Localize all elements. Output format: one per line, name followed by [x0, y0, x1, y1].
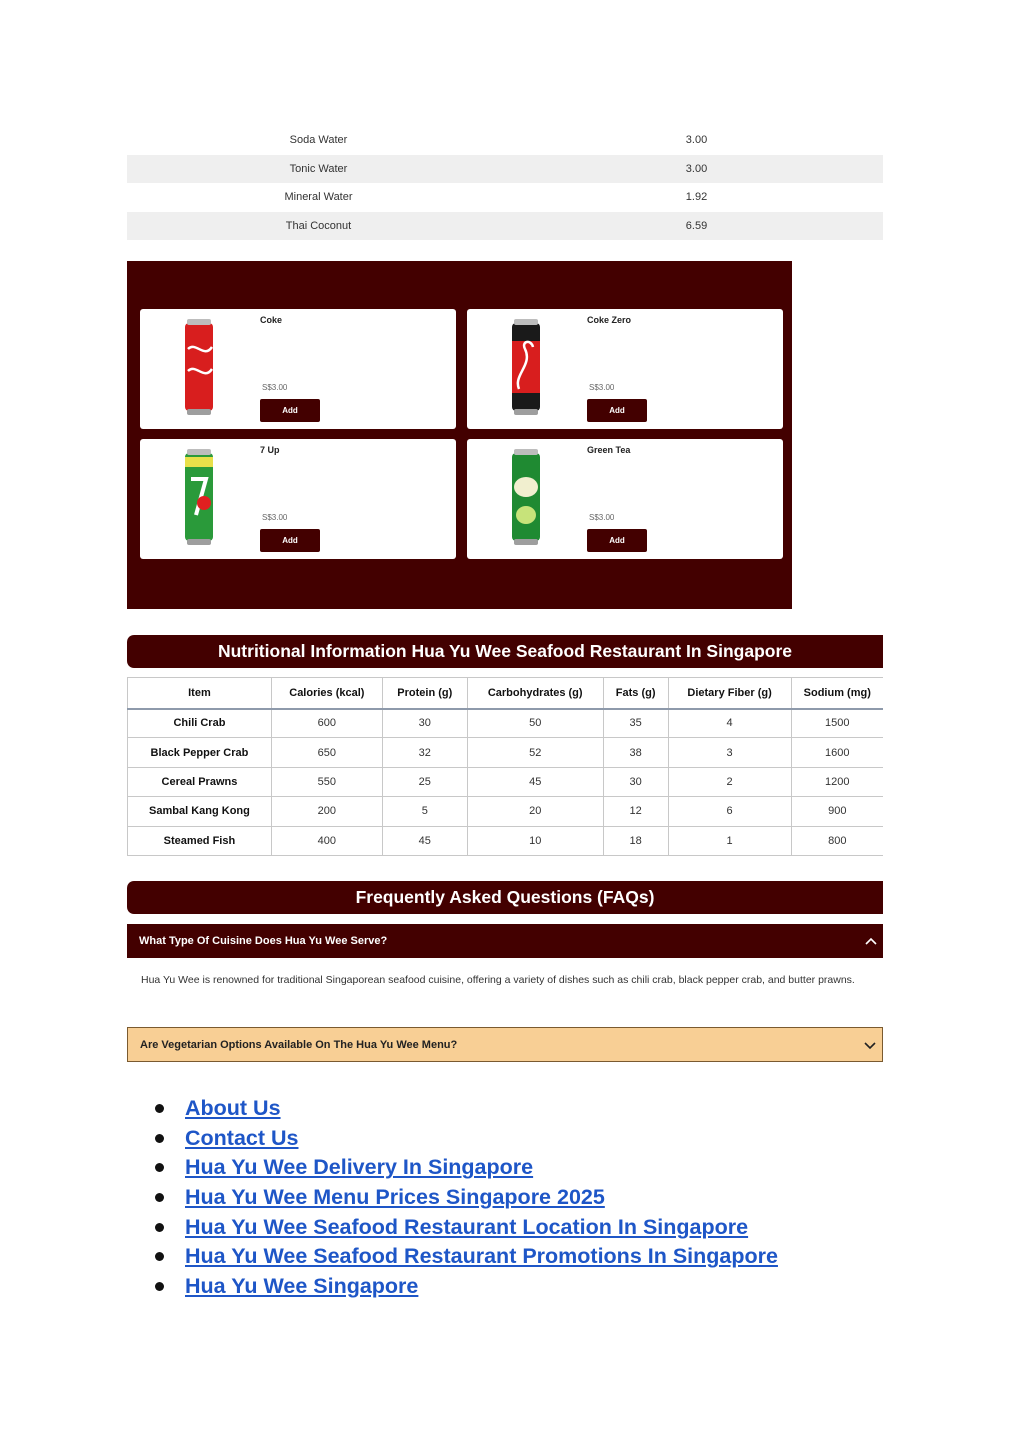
link-promotions[interactable]: Hua Yu Wee Seafood Restaurant Promotions In Singapore: [185, 1244, 778, 1269]
price-item-value: 3.00: [685, 134, 708, 147]
table-cell: 1500: [791, 709, 883, 738]
drink-price: S$3.00: [589, 513, 615, 522]
table-cell: Sambal Kang Kong: [128, 797, 272, 826]
table-row: [127, 155, 883, 184]
add-7up-button[interactable]: Add: [260, 529, 320, 552]
table-cell: 30: [382, 709, 467, 738]
column-header: Fats (g): [603, 678, 668, 709]
table-cell: 6: [668, 797, 791, 826]
table-cell: 5: [382, 797, 467, 826]
table-cell: 50: [467, 709, 603, 738]
drink-card-green-tea: [467, 439, 783, 559]
price-item-name: Soda Water: [289, 134, 348, 147]
add-coke-button[interactable]: Add: [260, 399, 320, 422]
table-cell: 2: [668, 767, 791, 796]
table-cell: 600: [271, 709, 382, 738]
bullet-icon: [155, 1223, 164, 1232]
faq-question-vegetarian[interactable]: [127, 1027, 883, 1062]
table-row: [128, 738, 884, 767]
chevron-down-icon: [863, 1038, 877, 1052]
column-header: Sodium (mg): [791, 678, 883, 709]
table-cell: 1200: [791, 767, 883, 796]
drink-card-coke: [140, 309, 456, 429]
list-item: [155, 1153, 778, 1183]
price-item-value: 3.00: [510, 155, 883, 184]
table-row: [128, 826, 884, 855]
price-item-value: 1.92: [685, 191, 708, 204]
table-cell: 650: [271, 738, 382, 767]
link-contact-us[interactable]: Contact Us: [185, 1125, 299, 1150]
link-singapore[interactable]: Hua Yu Wee Singapore: [185, 1273, 419, 1298]
list-item: [155, 1272, 778, 1302]
drink-card-7up: [140, 439, 456, 559]
column-header: Calories (kcal): [271, 678, 382, 709]
table-cell: 4: [668, 709, 791, 738]
green-tea-can-image: [509, 449, 543, 545]
drink-name: Coke: [260, 315, 283, 325]
drink-price: S$3.00: [262, 383, 288, 392]
related-links-list: [155, 1094, 778, 1301]
column-header: Dietary Fiber (g): [668, 678, 791, 709]
table-row: [127, 183, 883, 212]
bullet-icon: [155, 1252, 164, 1261]
faq-question-text: What Type Of Cuisine Does Hua Yu Wee Serve?: [139, 935, 388, 947]
coke-can-image: [182, 319, 216, 415]
table-cell: 10: [467, 826, 603, 855]
table-cell: 32: [382, 738, 467, 767]
table-cell: 38: [603, 738, 668, 767]
table-cell: 35: [603, 709, 668, 738]
drink-price: S$3.00: [589, 383, 615, 392]
table-header-row: [128, 678, 884, 709]
list-item: [155, 1242, 778, 1272]
bullet-icon: [155, 1163, 164, 1172]
table-cell: 400: [271, 826, 382, 855]
table-cell: Steamed Fish: [128, 826, 272, 855]
table-cell: Black Pepper Crab: [128, 738, 272, 767]
table-cell: 45: [382, 826, 467, 855]
faq-answer-text: Hua Yu Wee is renowned for traditional Singaporean seafood cuisine, offering a variety of dishes such as chili crab, black pepper crab, and butter prawns.: [141, 974, 855, 986]
table-cell: 25: [382, 767, 467, 796]
table-row: [127, 212, 883, 241]
faq-question-cuisine[interactable]: [127, 924, 883, 958]
table-cell: 800: [791, 826, 883, 855]
list-item: [155, 1124, 778, 1154]
table-cell: 3: [668, 738, 791, 767]
bullet-icon: [155, 1193, 164, 1202]
drink-name: 7 Up: [260, 445, 280, 455]
drink-price: S$3.00: [262, 513, 288, 522]
drinks-panel: [127, 261, 792, 609]
table-cell: 18: [603, 826, 668, 855]
list-item: [155, 1212, 778, 1242]
drink-card-coke-zero: [467, 309, 783, 429]
price-item-name: Thai Coconut: [127, 212, 510, 241]
drink-name: Coke Zero: [587, 315, 632, 325]
table-row: [128, 797, 884, 826]
faq-title: Frequently Asked Questions (FAQs): [127, 881, 883, 914]
nutrition-title: Nutritional Information Hua Yu Wee Seafood Restaurant In Singapore: [127, 635, 883, 668]
faq-question-text: Are Vegetarian Options Available On The Hua Yu Wee Menu?: [140, 1038, 458, 1051]
table-row: [127, 126, 883, 155]
table-cell: Cereal Prawns: [128, 767, 272, 796]
drink-name: Green Tea: [587, 445, 631, 455]
column-header: Item: [128, 678, 272, 709]
table-cell: Chili Crab: [128, 709, 272, 738]
link-menu-prices[interactable]: Hua Yu Wee Menu Prices Singapore 2025: [185, 1185, 605, 1210]
list-item: [155, 1094, 778, 1124]
nutrition-table: [127, 677, 883, 856]
price-item-name: Tonic Water: [127, 155, 510, 184]
link-delivery[interactable]: Hua Yu Wee Delivery In Singapore: [185, 1155, 534, 1180]
bullet-icon: [155, 1134, 164, 1143]
7up-can-image: [182, 449, 216, 545]
table-cell: 550: [271, 767, 382, 796]
table-row: [128, 767, 884, 796]
table-cell: 1600: [791, 738, 883, 767]
table-cell: 30: [603, 767, 668, 796]
list-item: [155, 1183, 778, 1213]
bullet-icon: [155, 1104, 164, 1113]
add-green-tea-button[interactable]: Add: [587, 529, 647, 552]
table-row: [128, 709, 884, 738]
price-item-value: 6.59: [510, 212, 883, 241]
price-item-name: Mineral Water: [284, 191, 353, 204]
table-cell: 45: [467, 767, 603, 796]
table-cell: 900: [791, 797, 883, 826]
chevron-up-icon: [864, 934, 878, 948]
table-cell: 1: [668, 826, 791, 855]
table-cell: 200: [271, 797, 382, 826]
link-about-us[interactable]: About Us: [185, 1096, 281, 1121]
table-cell: 20: [467, 797, 603, 826]
table-cell: 52: [467, 738, 603, 767]
coke-zero-can-image: [509, 319, 543, 415]
add-coke-zero-button[interactable]: Add: [587, 399, 647, 422]
column-header: Carbohydrates (g): [467, 678, 603, 709]
bullet-icon: [155, 1282, 164, 1291]
column-header: Protein (g): [382, 678, 467, 709]
table-cell: 12: [603, 797, 668, 826]
price-table: [127, 126, 883, 240]
link-location[interactable]: Hua Yu Wee Seafood Restaurant Location In Singapore: [185, 1214, 749, 1239]
